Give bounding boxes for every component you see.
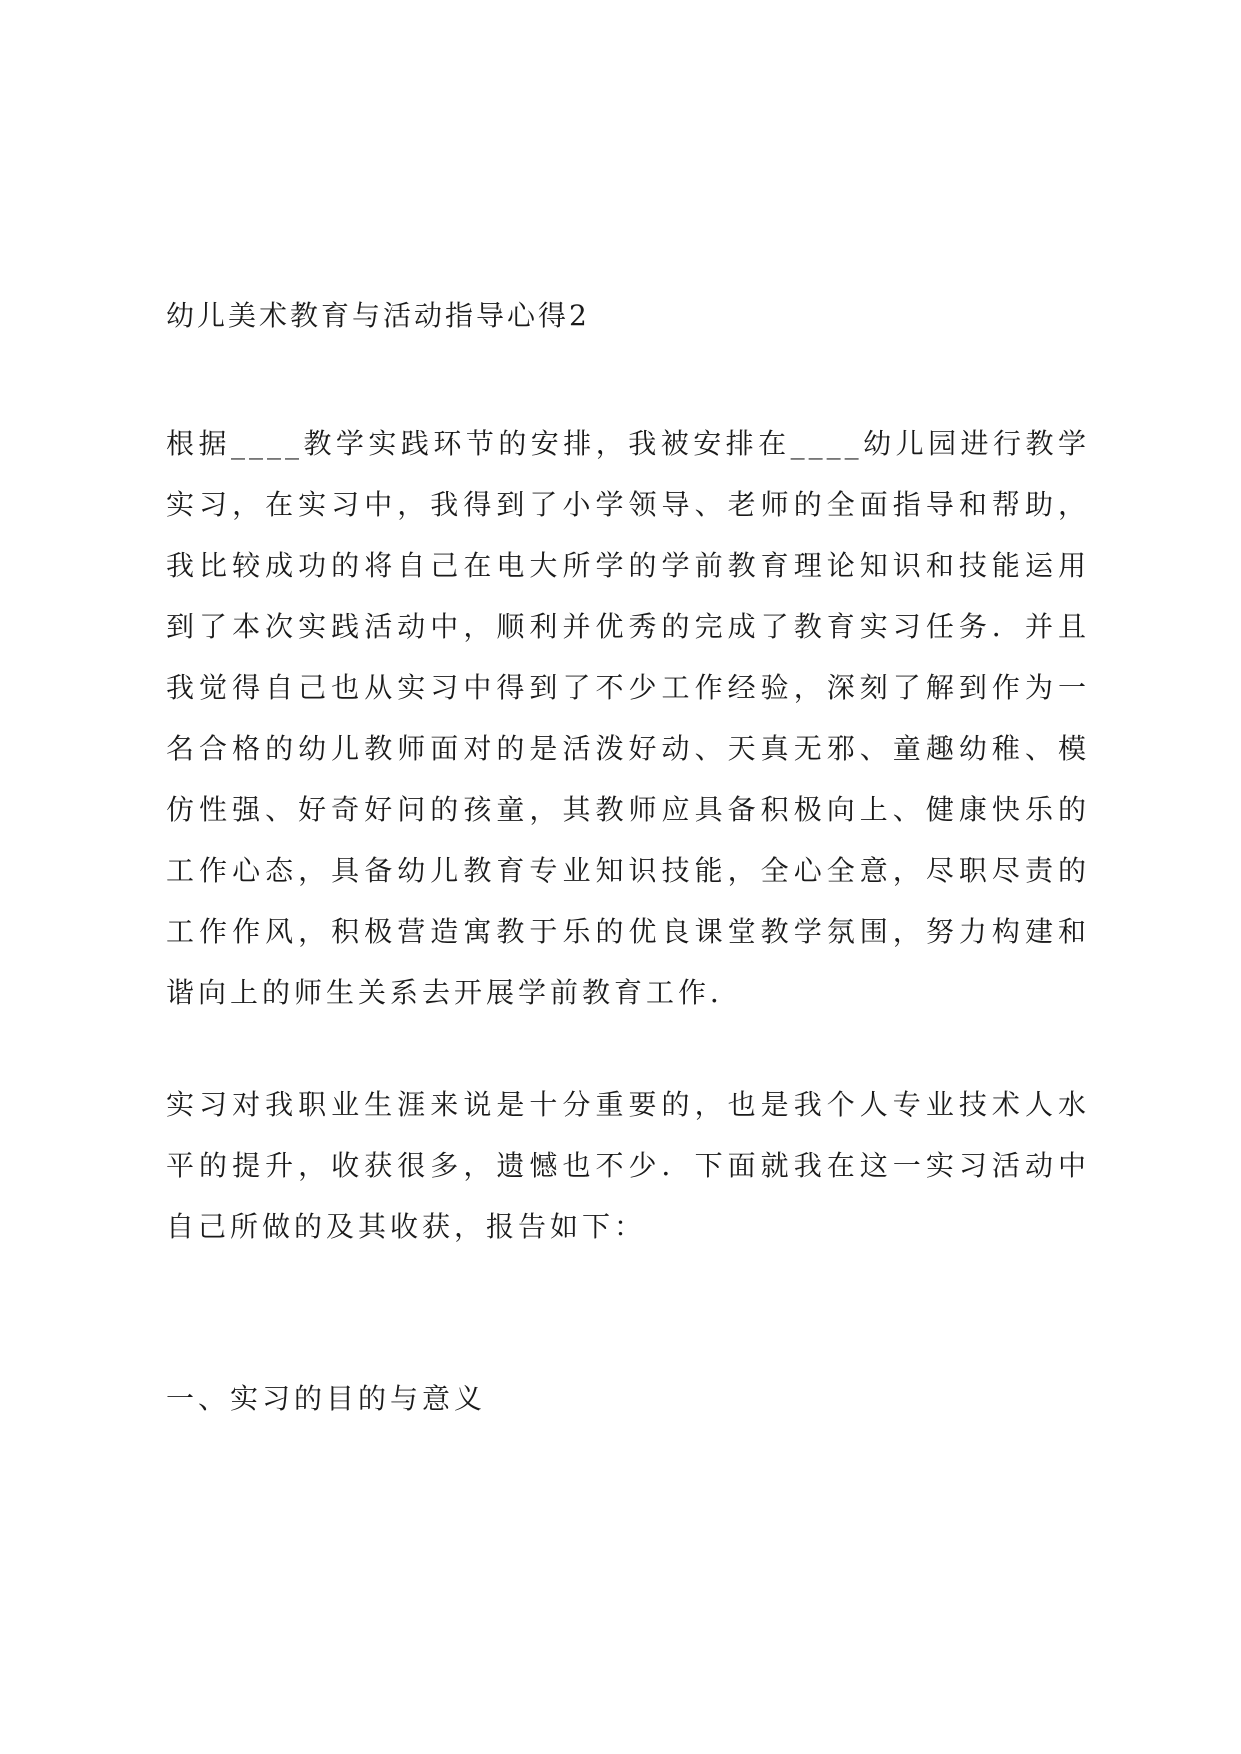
paragraph-line: 平的提升，收获很多，遗憾也不少．下面就我在这一实习活动中 [166, 1149, 1090, 1182]
paragraph-significance [166, 1074, 1090, 1257]
paragraph-line: 名合格的幼儿教师面对的是活泼好动、天真无邪、童趣幼稚、模 [166, 732, 1090, 765]
paragraph-line: 仿性强、好奇好问的孩童，其教师应具备积极向上、健康快乐的 [166, 793, 1090, 826]
paragraph-line: 实习，在实习中，我得到了小学领导、老师的全面指导和帮助， [166, 488, 1090, 521]
paragraph-line: 工作心态，具备幼儿教育专业知识技能，全心全意，尽职尽责的 [166, 854, 1090, 887]
paragraph-line: 我觉得自己也从实习中得到了不少工作经验，深刻了解到作为一 [166, 671, 1090, 704]
document-title: 幼儿美术教育与活动指导心得2 [166, 299, 590, 332]
section-heading: 一、实习的目的与意义 [166, 1382, 487, 1415]
paragraph-line: 到了本次实践活动中，顺利并优秀的完成了教育实习任务．并且 [166, 610, 1090, 643]
paragraph-line: 根据____教学实践环节的安排，我被安排在____幼儿园进行教学 [166, 427, 1090, 460]
paragraph-line: 实习对我职业生涯来说是十分重要的，也是我个人专业技术人水 [166, 1088, 1090, 1121]
paragraph-line: 我比较成功的将自己在电大所学的学前教育理论知识和技能运用 [166, 549, 1090, 582]
paragraph-line: 谐向上的师生关系去开展学前教育工作． [166, 976, 743, 1009]
paragraph-line: 工作作风，积极营造寓教于乐的优良课堂教学氛围，努力构建和 [166, 915, 1090, 948]
paragraph-line: 自己所做的及其收获，报告如下： [166, 1210, 647, 1243]
paragraph-internship-summary [166, 413, 1090, 1023]
